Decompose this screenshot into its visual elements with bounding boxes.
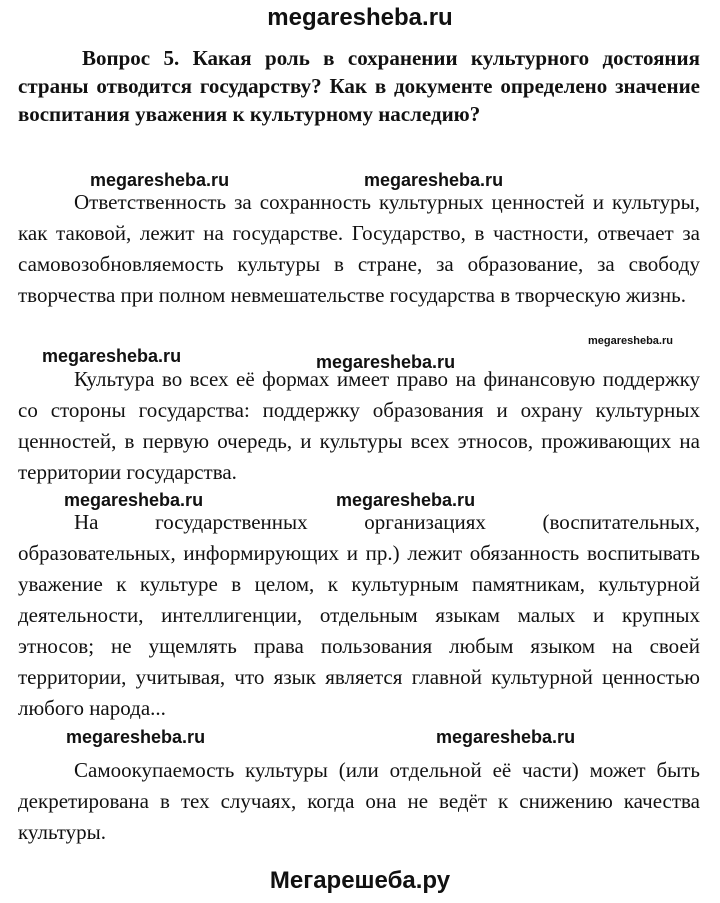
watermark-inline: megaresheba.ru	[64, 490, 204, 510]
watermark-inline: megaresheba.ru	[66, 727, 206, 747]
answer-paragraph-3: На государственных организациях (воспитательных, образовательных, информирующих и пр.) лежит обязанность воспитывать уважение к культуре в целом, к культурным памятникам, культурной деятельности, интеллигенции, отдельным языкам малых и крупных этносов; не ущемлять права пользования любым языком на своей территории, учитывая, что язык является главной культурной ценностью любого народа...	[18, 510, 700, 720]
watermark-small: megaresheba.ru	[588, 335, 673, 347]
answer-paragraph-2: Культура во всех её формах имеет право на финансовую поддержку со стороны государства: поддержку образования и охрану культурных ценностей, в первую очередь, и культуры всех этносов, проживающих на территории государства.	[18, 367, 700, 484]
watermark-inline: megaresheba.ru	[336, 490, 476, 510]
watermark-inline: megaresheba.ru	[90, 170, 230, 190]
answer-paragraph-1: Ответственность за сохранность культурных ценностей и культуры, как таковой, лежит на государстве. Государство, в частности, отвечает за самовозобновляемость культуры в стране, за образование, за свободу творчества при полном невмешательстве государства в творческую жизнь.	[18, 190, 700, 307]
site-watermark-footer: Мегарешеба.ру	[269, 867, 451, 894]
watermark-inline: megaresheba.ru	[42, 346, 182, 366]
question-heading: Вопрос 5. Какая роль в сохранении культурного достояния страны отводится государству? Как в документе определено значение воспитания уважения к культурному наследию?	[18, 46, 700, 126]
watermark-inline: megaresheba.ru	[364, 170, 504, 190]
answer-paragraph-4: Самоокупаемость культуры (или отдельной её части) может быть декретирована в тех случаях, когда она не ведёт к снижению качества культуры.	[18, 758, 700, 844]
site-watermark-header: megaresheba.ru	[267, 4, 453, 31]
watermark-inline: megaresheba.ru	[316, 352, 456, 372]
watermark-inline: megaresheba.ru	[436, 727, 576, 747]
